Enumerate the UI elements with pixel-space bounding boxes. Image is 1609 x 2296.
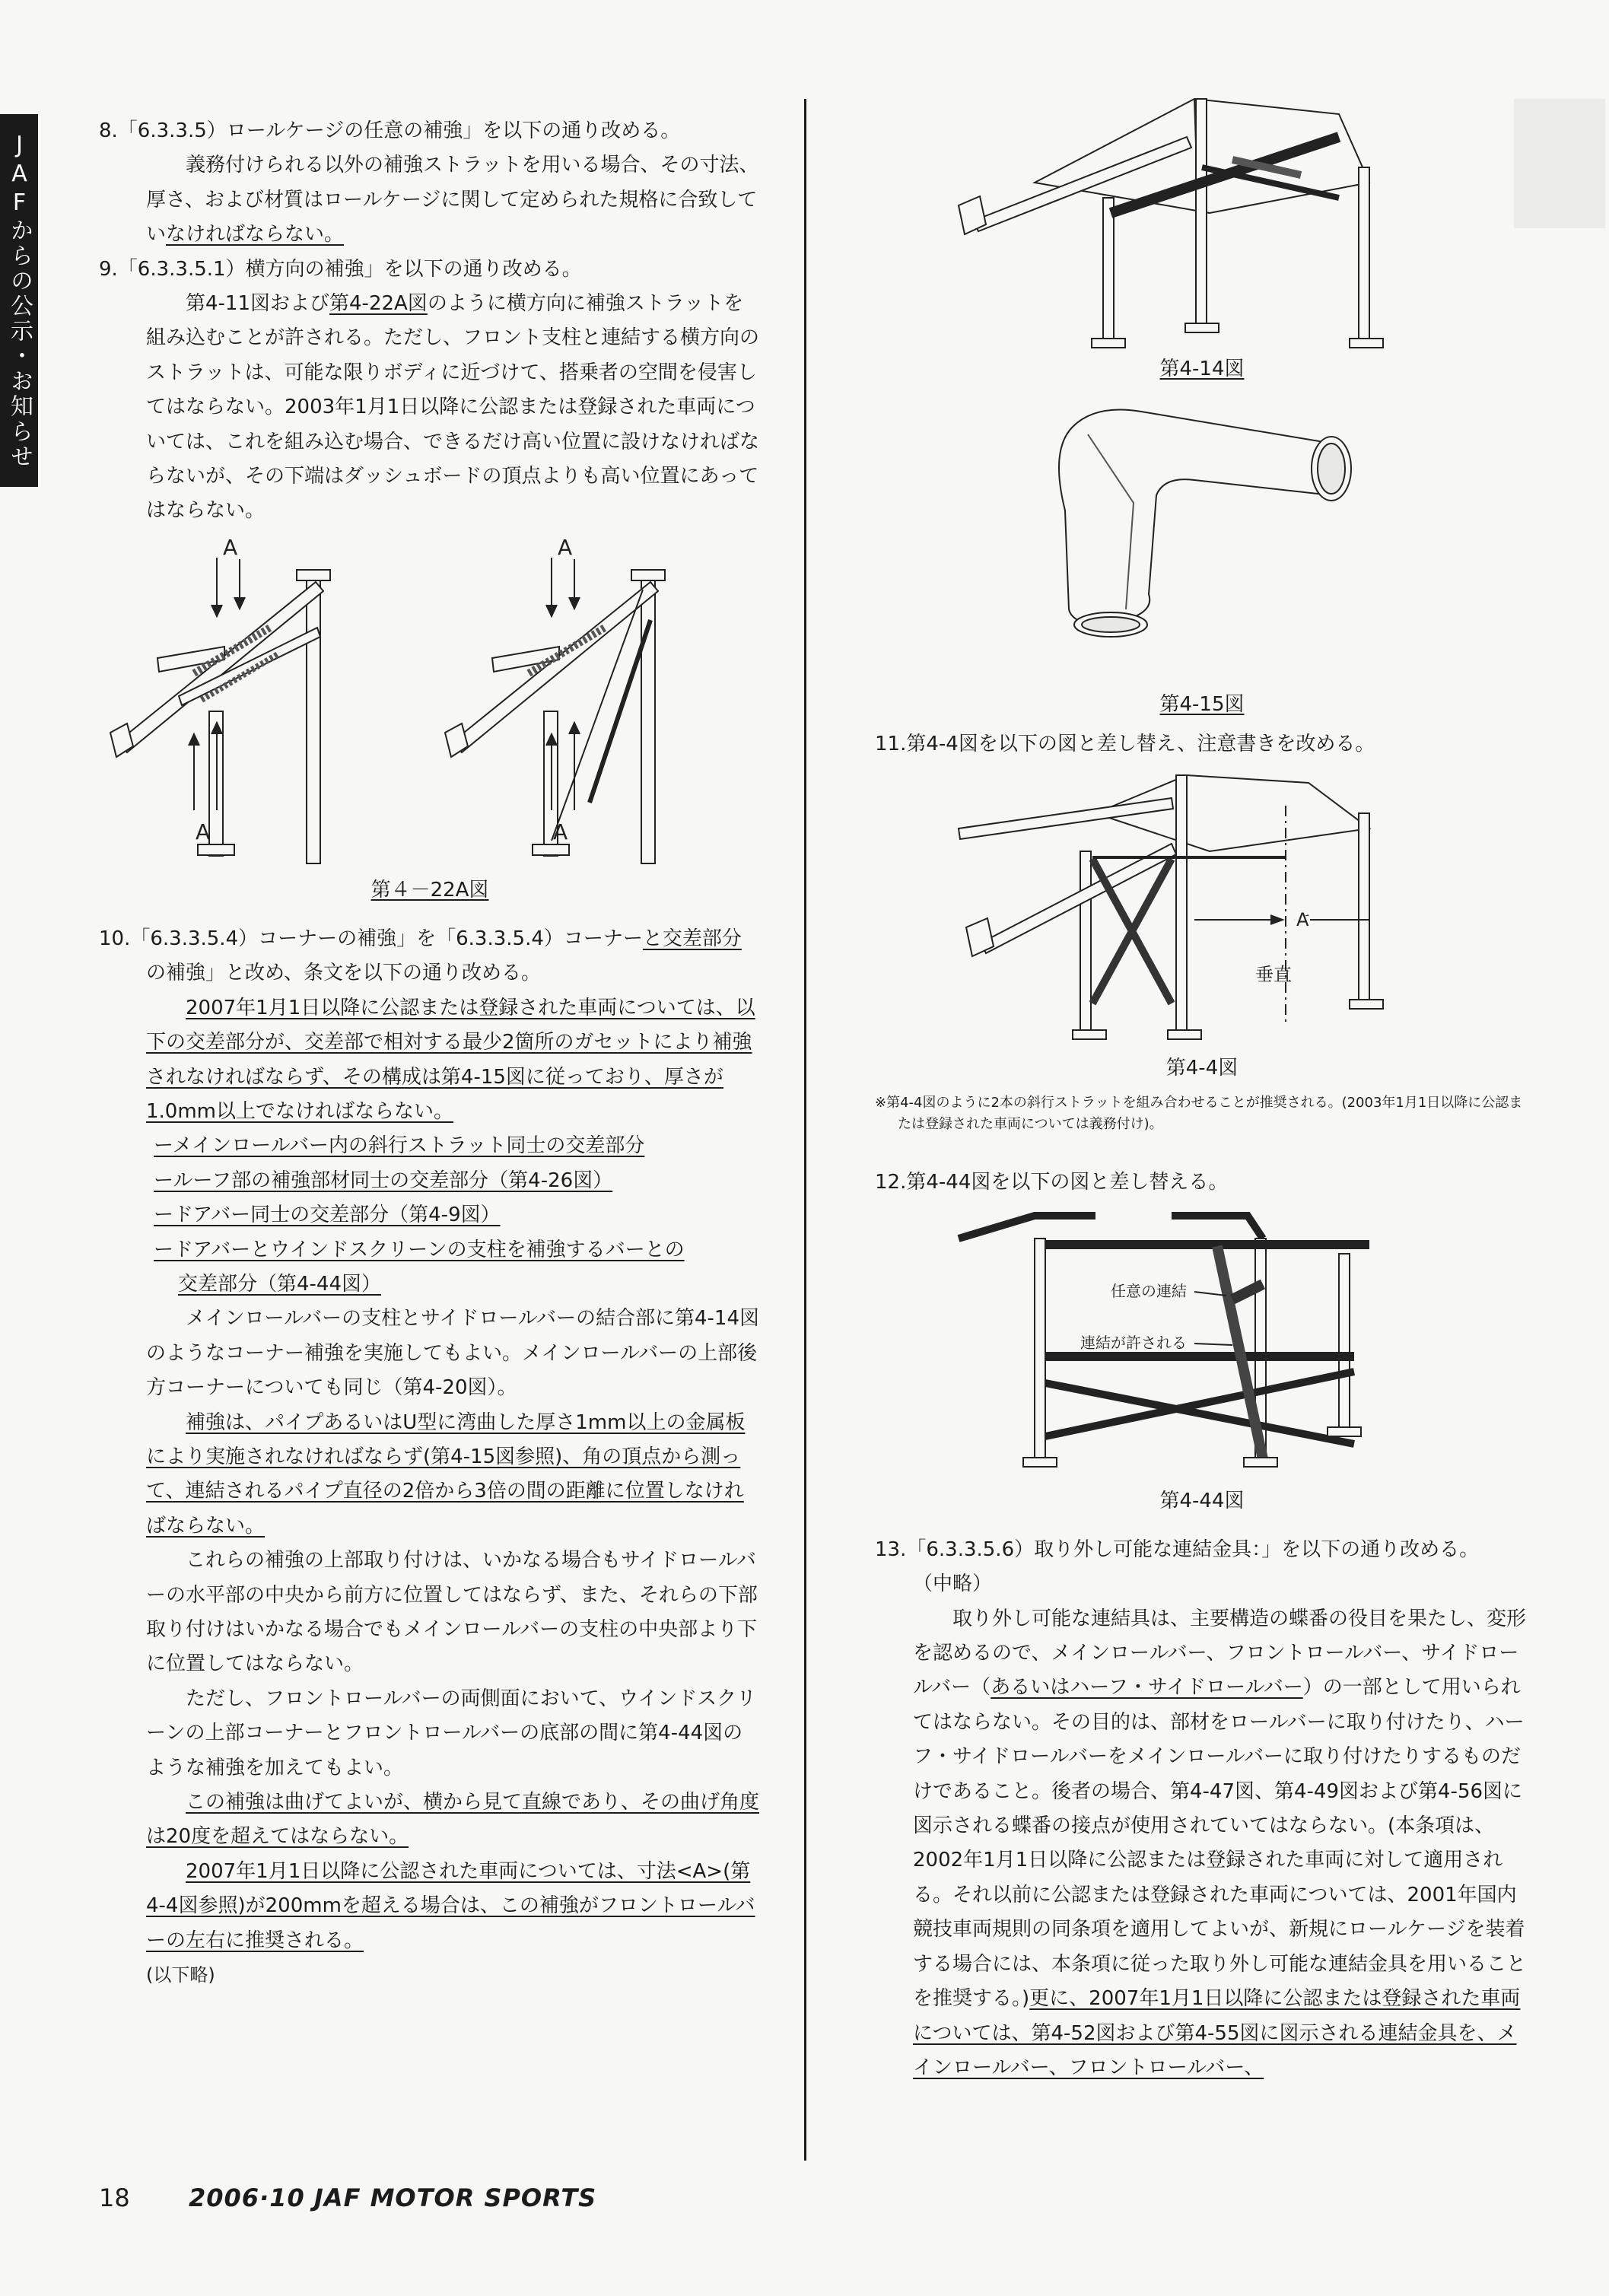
item-9-heading: 9.「6.3.3.5.1）横方向の補強」を以下の通り改める。 xyxy=(99,257,582,281)
figure-4-14-caption: 第4-14図 xyxy=(1159,358,1245,380)
item-10-para-3: 補強は、パイプあるいはU型に湾曲した厚さ1mm以上の金属板により実施されなければならず(第4-15図参照)、角の頂点から測って、連結されるパイプ直径の2倍から3倍の間の距離に位置しなければならない。 xyxy=(146,1410,746,1538)
figure-4-4-note: ※第4-4図のように2本の斜行ストラットを組み合わせることが推奨される。(2003年1月1日以降に公認または登録された車両については義務付け)。 xyxy=(875,1095,1523,1133)
item-10-para-4: これらの補強の上部取り付けは、いかなる場合もサイドロールバーの水平部の中央から前方に位置してはならず、また、それらの下部取り付けはいかなる場合でもメインロールバーの支柱の中央部より下に位置してはならない。 xyxy=(146,1549,758,1676)
item-8-body xyxy=(146,148,761,252)
item-9-text-b: のように横方向に補強ストラットを組み込むことが許される。ただし、フロント支柱と連結する横方向のストラットは、可能な限りボディに近づけて、搭乗者の空間を侵害してはならない。2003年1月1日以降に公認または登録された車両については、これを組み込む場合、できるだけ高い位置に設けなければならないが、その下端はダッシュボードの頂点よりも高い位置にあってはならない。 xyxy=(146,292,760,523)
figure-4-14 xyxy=(943,91,1461,350)
figure-4-22a-left-drawing xyxy=(110,558,330,863)
item-10-para-1: 2007年1月1日以降に公認または登録された車両については、以下の交差部分が、交差部で相対する最少2箇所のガセットにより補強されなければならず、その構成は第4-15図に従っており、厚さが1.0mm以上でなければならない。 xyxy=(146,996,755,1123)
item-9-text-a: 第4-11図および xyxy=(186,292,330,316)
item-9-body xyxy=(146,287,761,529)
label-a-top-left: A xyxy=(223,536,238,560)
label-connection-permitted: 連結が許される xyxy=(1080,1333,1187,1352)
item-13-body: 取り外し可能な連結具は、主要構造の蝶番の役目を果たし、変形を認めるので、メインロールバー、フロントロールバー、サイドロールバー（あるいはハーフ・サイドロールバー）の一部として用いられてはならない。その目的は、部材をロールバーに取り付けたり、ハーフ・サイドロールバーをメインロールバーに取り付けたりするものだけであること。後者の場合、第4-47図、第4-49図および第4-56図に図示される蝶番の接点が使用されていてはならない。(本条項は、2002年1月1日以降に公認または登録された車両に対して適用される。それ以前に公認または登録された車両については、2001年国内競技車両規則の同条項を適用してよいが、新規にロールケージを装着する場合には、本条項に従った取り外し可能な連結金具を用いることを推奨する。)更に、2007年1月1日以降に公認または登録された車両については、第4-52図および第4-55図に図示される連結金具を、メインロールバー、フロントロールバー、 xyxy=(913,1607,1527,2079)
figure-4-15-caption: 第4-15図 xyxy=(1159,693,1245,716)
figure-4-22a-right-drawing xyxy=(445,558,665,863)
left-column xyxy=(99,114,761,1992)
label-a-bottom-left: A xyxy=(196,819,211,844)
figure-4-44 xyxy=(943,1208,1461,1482)
label-vertical: 垂直 xyxy=(1255,964,1292,986)
item-10-dash-4: ードアバーとウインドスクリーンの支柱を補強するバーとの xyxy=(154,1238,685,1261)
item-10-para-6: この補強は曲げてよいが、横から見て直線であり、その曲げ角度は20度を超えてはならない。 xyxy=(146,1791,760,1849)
figure-4-44-caption: 第4-44図 xyxy=(1159,1489,1245,1512)
item-11-heading: 11.第4-4図を以下の図と差し替え、注意書きを改める。 xyxy=(875,733,1375,755)
item-10-dash-2: ールーフ部の補強部材同士の交差部分（第4-26図） xyxy=(154,1169,613,1192)
item-10-para-5: ただし、フロントロールバーの両側面において、ウインドスクリーンの上部コーナーとフロントロールバーの底部の間に第4-44図のような補強を加えてもよい。 xyxy=(146,1687,757,1779)
item-8-underlined: なければならない。 xyxy=(166,223,345,246)
column-divider xyxy=(804,99,806,2161)
figure-4-22a xyxy=(103,536,757,871)
item-10-dash-4-cont: 交差部分（第4-44図） xyxy=(178,1272,382,1296)
label-a: A xyxy=(1296,909,1309,931)
figure-4-4 xyxy=(943,768,1461,1049)
right-column xyxy=(875,91,1529,2085)
figure-4-22a-caption: 第４－22A図 xyxy=(370,878,489,902)
item-10-omitted: (以下略) xyxy=(146,1964,215,1986)
item-10-para-7: 2007年1月1日以降に公認された車両については、寸法<A>(第4-4図参照)が200mmを超える場合は、この補強がフロントロールバーの左右に推奨される。 xyxy=(146,1859,755,1952)
section-side-tab: JAFからの公示・お知らせ xyxy=(0,114,38,487)
figure-4-4-caption: 第4-4図 xyxy=(1165,1057,1239,1080)
label-a-bottom-right: A xyxy=(553,819,568,844)
item-13-omitted: （中略） xyxy=(913,1573,993,1596)
item-8-text: 義務付けられる以外の補強ストラットを用いる場合、その寸法、厚さ、および材質はロールケージに関して定められた規格に合致してい xyxy=(146,154,759,246)
item-10-dash-3: ードアバー同士の交差部分（第4-9図） xyxy=(154,1204,501,1227)
item-8-heading: 8.「6.3.3.5）ロールケージの任意の補強」を以下の通り改める。 xyxy=(99,119,681,142)
item-13-heading: 13.「6.3.3.5.6）取り外し可能な連結金具：」を以下の通り改める。 xyxy=(875,1538,1480,1561)
page-number: 18 xyxy=(99,2183,130,2212)
item-10-dash-1: ーメインロールバー内の斜行ストラット同士の交差部分 xyxy=(154,1134,645,1158)
item-10-para-2: メインロールバーの支柱とサイドロールバーの結合部に第4-14図のようなコーナー補強を実施してもよい。メインロールバーの上部後方コーナーについても同じ（第4-20図）。 xyxy=(146,1307,759,1400)
label-optional-connection: 任意の連結 xyxy=(1111,1281,1187,1300)
item-9-fig-ref: 第4-22A図 xyxy=(329,292,428,316)
label-a-top-right: A xyxy=(558,536,573,560)
item-12-heading: 12.第4-44図を以下の図と差し替える。 xyxy=(875,1171,1229,1194)
item-10-heading: 10.「6.3.3.5.4）コーナーの補強」を「6.3.3.5.4）コーナーと交差部分の補強」と改め、条文を以下の通り改める。 xyxy=(99,927,742,985)
magazine-footer: 2006·10 JAF MOTOR SPORTS xyxy=(189,2183,597,2212)
figure-4-15 xyxy=(1027,396,1377,685)
